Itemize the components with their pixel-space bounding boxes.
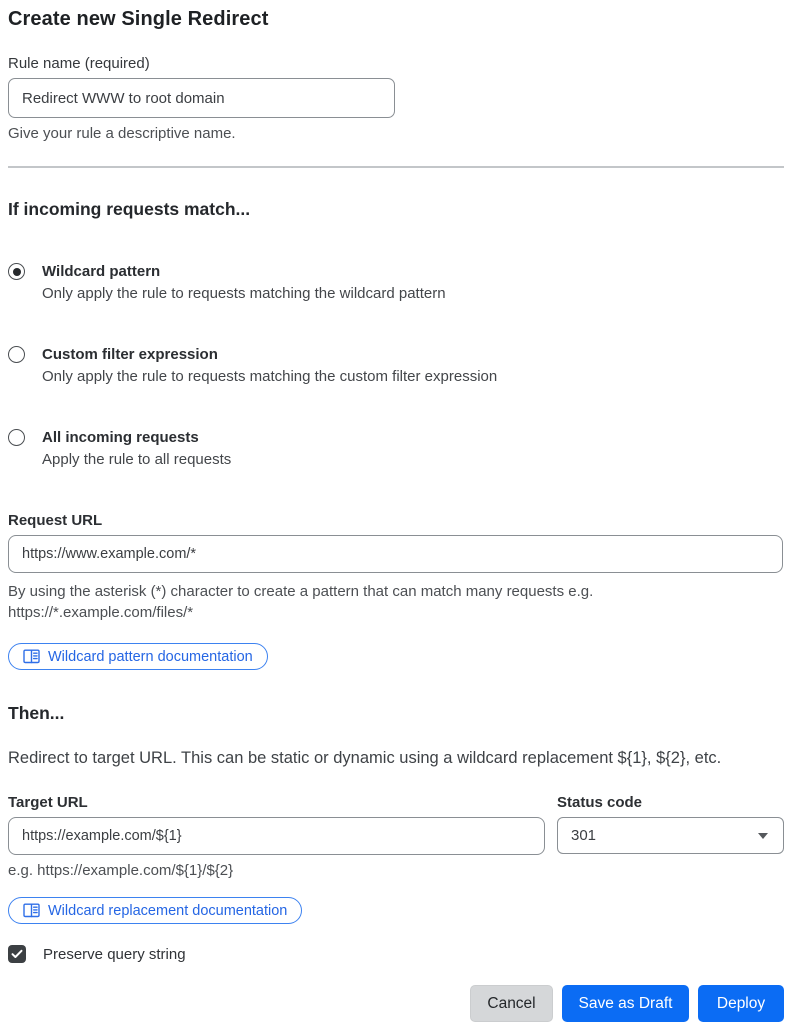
- radio-unselected-icon[interactable]: [8, 346, 25, 363]
- then-section-description: Redirect to target URL. This can be static or dynamic using a wildcard replacement ${1}, ${2}, etc.: [8, 749, 722, 767]
- deploy-button[interactable]: Deploy: [698, 985, 784, 1022]
- open-book-icon: [23, 649, 40, 664]
- request-url-input[interactable]: [8, 535, 783, 573]
- doc-button-label: Wildcard pattern documentation: [48, 648, 253, 665]
- request-url-label: Request URL: [8, 512, 103, 529]
- target-url-input[interactable]: [8, 817, 545, 855]
- radio-selected-icon[interactable]: [8, 263, 25, 280]
- rule-name-helper: Give your rule a descriptive name.: [8, 125, 236, 142]
- status-code-select[interactable]: [557, 817, 784, 854]
- radio-description: Only apply the rule to requests matching the wildcard pattern: [42, 285, 446, 302]
- rule-name-input[interactable]: [8, 78, 395, 118]
- radio-label: All incoming requests: [42, 429, 199, 446]
- status-code-label: Status code: [557, 794, 643, 811]
- rule-name-label: Rule name (required): [8, 55, 150, 72]
- preserve-query-string-row[interactable]: [8, 945, 784, 963]
- match-section-heading: If incoming requests match...: [8, 199, 251, 219]
- preserve-query-label: Preserve query string: [43, 945, 186, 963]
- radio-option-custom-filter-expression[interactable]: [8, 344, 784, 388]
- wildcard-replacement-docs-button[interactable]: [8, 897, 302, 924]
- radio-description: Apply the rule to all requests: [42, 451, 232, 468]
- status-code-value: 301: [571, 827, 597, 844]
- radio-unselected-icon[interactable]: [8, 429, 25, 446]
- target-status-labels: [8, 793, 784, 813]
- wildcard-pattern-docs-button[interactable]: [8, 643, 268, 670]
- target-status-row: [8, 817, 784, 855]
- then-section-heading: Then...: [8, 703, 65, 723]
- radio-label: Custom filter expression: [42, 346, 218, 363]
- request-url-helper-line2: https://*.example.com/files/*: [8, 604, 194, 621]
- target-url-label: Target URL: [8, 794, 88, 811]
- request-url-helper-line1: By using the asterisk (*) character to create a pattern that can match many requests e.g.: [8, 583, 594, 600]
- page-title: Create new Single Redirect: [8, 8, 269, 30]
- request-url-helper: [8, 581, 668, 623]
- form-actions: [8, 985, 784, 1022]
- radio-option-all-incoming-requests[interactable]: [8, 427, 784, 471]
- open-book-icon: [23, 903, 40, 918]
- radio-description: Only apply the rule to requests matching the custom filter expression: [42, 368, 498, 385]
- target-url-helper: e.g. https://example.com/${1}/${2}: [8, 862, 234, 879]
- check-icon: [11, 949, 23, 959]
- radio-label: Wildcard pattern: [42, 263, 161, 280]
- save-as-draft-button[interactable]: Save as Draft: [562, 985, 689, 1022]
- cancel-button[interactable]: Cancel: [470, 985, 553, 1022]
- preserve-query-checkbox[interactable]: [8, 945, 26, 963]
- chevron-down-icon: [758, 833, 768, 839]
- doc-button-label: Wildcard replacement documentation: [48, 902, 288, 919]
- section-divider: [8, 166, 784, 168]
- radio-option-wildcard-pattern[interactable]: [8, 261, 784, 305]
- match-type-radio-group: [8, 261, 784, 471]
